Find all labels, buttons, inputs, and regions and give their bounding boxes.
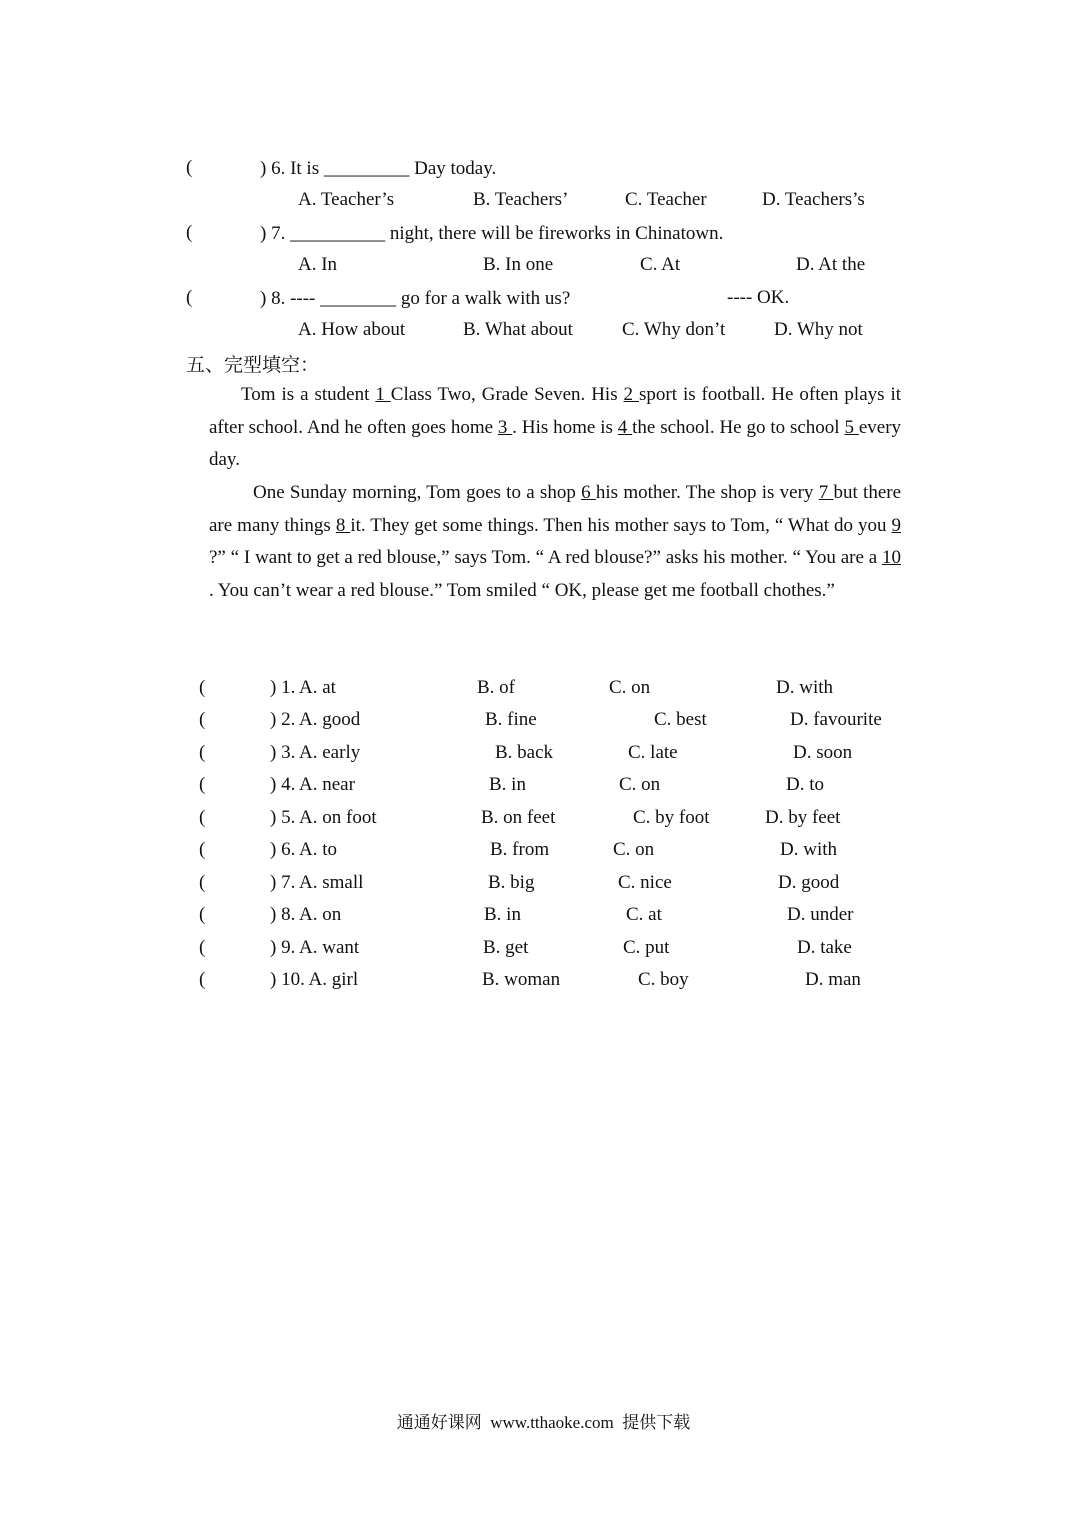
- option-b: B. of: [477, 677, 515, 698]
- option-a: A. In: [298, 254, 338, 275]
- option-b: B. woman: [482, 969, 561, 990]
- option-c: C. on: [609, 677, 651, 698]
- answer-paren-open: (: [186, 287, 193, 308]
- question-number: ) 8. ---- ________ go for a walk with us?: [260, 288, 571, 309]
- option-b: B. from: [490, 839, 550, 860]
- answer-paren-open: (: [199, 904, 206, 925]
- question-number: ) 7. __________ night, there will be fireworks in Chinatown.: [260, 223, 724, 244]
- option-d: D. At the: [796, 254, 866, 275]
- question-reply: ---- OK.: [727, 287, 790, 308]
- option-a: ) 9. A. want: [270, 937, 360, 958]
- option-b: B. in: [484, 904, 521, 925]
- option-b: B. In one: [483, 254, 554, 275]
- passage-paragraph-1: Tom is a student 1 Class Two, Grade Seven. His 2 sport is football. He often plays it after school. And he often goes home 3 . His home is 4 the school. He go to school 5 every day.: [209, 384, 902, 470]
- question-number: ) 6. It is _________ Day today.: [260, 158, 497, 179]
- blank-4: 4: [617, 416, 633, 438]
- option-c: C. Teacher: [625, 189, 707, 210]
- option-c: C. Why don’t: [622, 319, 726, 340]
- option-b: B. fine: [485, 709, 537, 730]
- blank-6: 6: [581, 482, 596, 503]
- answer-paren-open: (: [199, 937, 206, 958]
- blank-3: 3: [497, 416, 513, 438]
- passage-paragraph-2: One Sunday morning, Tom goes to a shop 6 his mother. The shop is very 7 but there are many things 8 it. They get some things. Then his mother says to Tom, “ What do you 9 ?” “ I want to get a red blouse,” says Tom. “ A red blouse?” asks his mother. “ You are a 10 . You can’t wear a red blouse.” Tom smiled “ OK, please get me football chothes.”: [209, 482, 902, 601]
- option-c: C. on: [619, 774, 661, 795]
- option-a: A. How about: [298, 319, 406, 340]
- option-c: C. put: [623, 937, 670, 958]
- answer-paren-open: (: [199, 872, 206, 893]
- option-c: C. late: [628, 742, 678, 763]
- option-c: C. nice: [618, 872, 672, 893]
- answer-paren-open: (: [186, 157, 193, 178]
- option-a: ) 5. A. on foot: [270, 807, 377, 828]
- option-d: D. under: [787, 904, 854, 925]
- option-a: ) 8. A. on: [270, 904, 342, 925]
- option-d: D. to: [786, 774, 824, 795]
- option-b: B. on feet: [481, 807, 556, 828]
- option-d: D. with: [776, 677, 833, 698]
- blank-7: 7: [818, 482, 834, 503]
- section-heading: 五、完型填空：: [186, 355, 320, 376]
- answer-paren-open: (: [199, 709, 206, 730]
- option-c: C. at: [626, 904, 662, 925]
- blank-5: 5: [844, 416, 859, 438]
- option-b: B. in: [489, 774, 526, 795]
- option-c: C. by foot: [633, 807, 710, 828]
- option-d: D. man: [805, 969, 861, 990]
- answer-paren-open: (: [199, 807, 206, 828]
- option-a: ) 10. A. girl: [270, 969, 359, 990]
- option-d: D. by feet: [765, 807, 841, 828]
- option-d: D. soon: [793, 742, 853, 763]
- blank-10: 10: [882, 547, 901, 568]
- answer-paren-open: (: [199, 677, 206, 698]
- option-b: B. back: [495, 742, 554, 763]
- option-b: B. Teachers’: [473, 189, 569, 210]
- option-b: B. big: [488, 872, 535, 893]
- answer-paren-open: (: [199, 774, 206, 795]
- blank-1: 1: [375, 384, 391, 405]
- option-a: ) 2. A. good: [270, 709, 361, 730]
- blank-9: 9: [891, 514, 901, 536]
- option-c: C. At: [640, 254, 681, 275]
- question-stem: It is _________ Day today.: [290, 158, 497, 179]
- option-d: D. Why not: [774, 319, 863, 340]
- option-a: ) 1. A. at: [270, 677, 336, 698]
- blank-2: 2: [623, 384, 639, 405]
- answer-paren-open: (: [186, 222, 193, 243]
- option-a: ) 3. A. early: [270, 742, 361, 763]
- option-b: B. What about: [463, 319, 573, 340]
- option-d: D. take: [797, 937, 852, 958]
- answer-paren-open: (: [199, 969, 206, 990]
- question-stem: __________ night, there will be fireworks in Chinatown.: [290, 223, 724, 244]
- option-a: ) 6. A. to: [270, 839, 338, 860]
- option-d: D. Teachers’s: [762, 189, 865, 210]
- option-a: ) 4. A. near: [270, 774, 355, 795]
- option-c: C. on: [613, 839, 655, 860]
- option-c: C. boy: [638, 969, 689, 990]
- option-c: C. best: [654, 709, 707, 730]
- page-footer: 通通好课网 www.tthaoke.com 提供下载: [396, 1413, 691, 1432]
- option-a: ) 7. A. small: [270, 872, 364, 893]
- option-a: A. Teacher’s: [298, 189, 395, 210]
- blank-8: 8: [335, 514, 351, 536]
- option-b: B. get: [483, 937, 529, 958]
- answer-paren-open: (: [199, 839, 206, 860]
- option-d: D. good: [778, 872, 840, 893]
- question-stem: ---- ________ go for a walk with us?: [290, 288, 571, 309]
- option-d: D. favourite: [790, 709, 882, 730]
- option-d: D. with: [780, 839, 837, 860]
- answer-paren-open: (: [199, 742, 206, 763]
